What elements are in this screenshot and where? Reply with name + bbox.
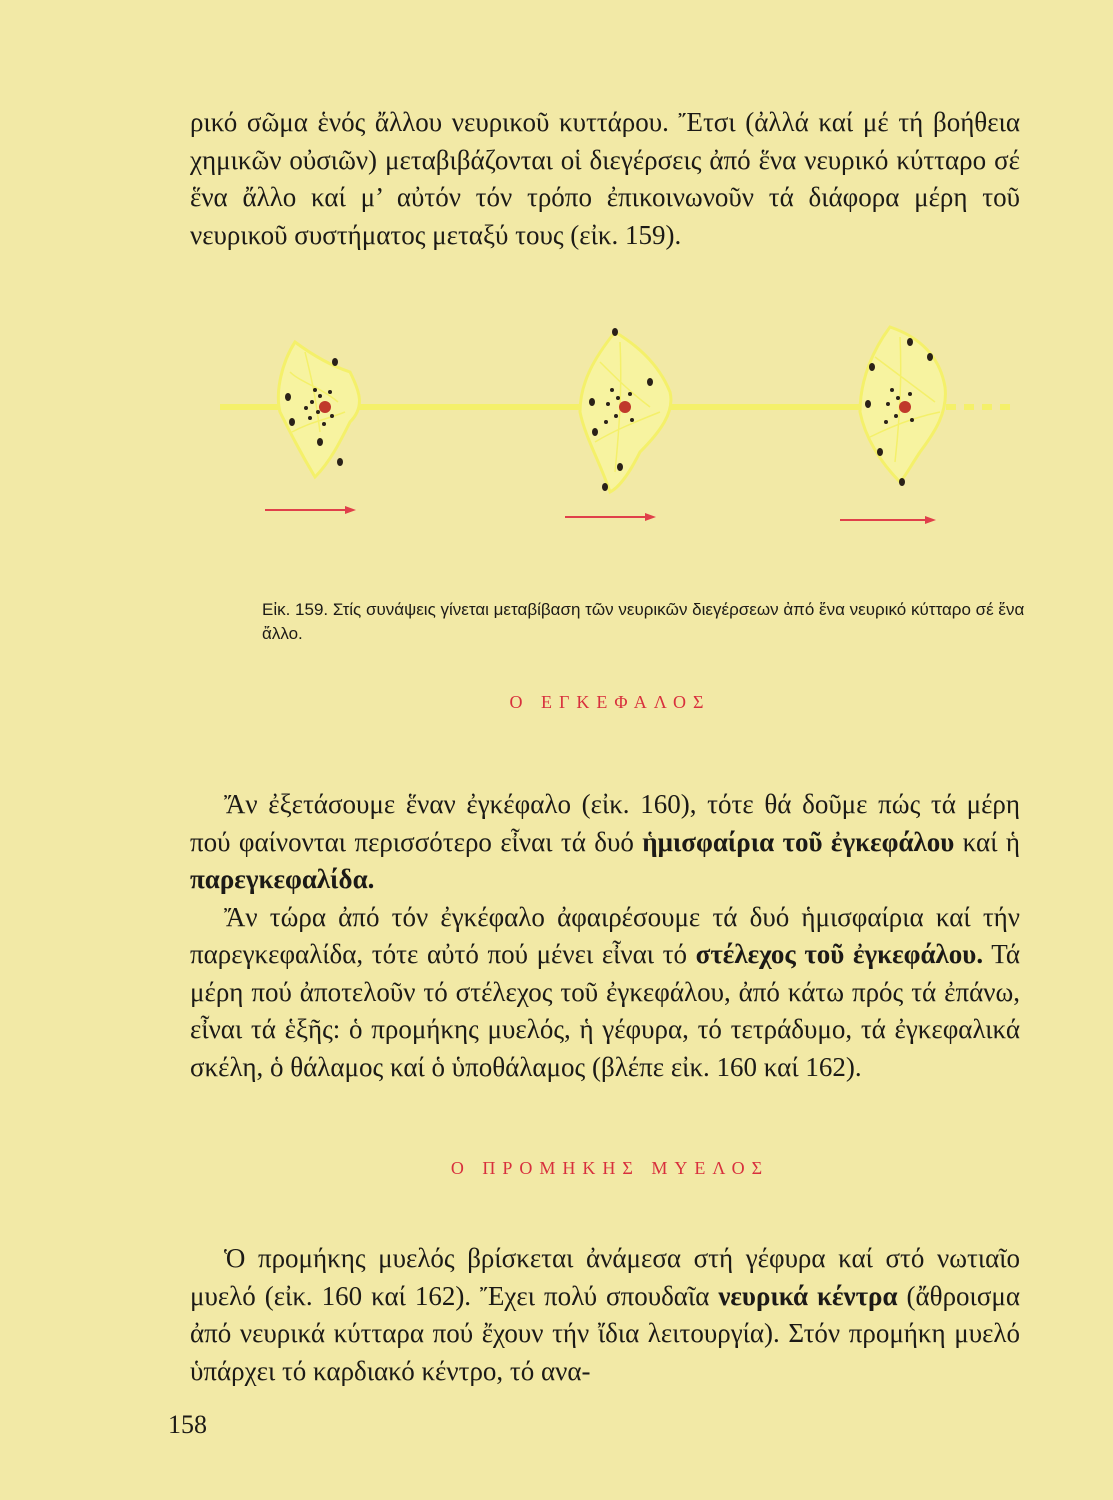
paragraph-brain-part-b: Ἄν τώρα ἀπό τόν ἐγκέφαλο ἀφαιρέσουμε τά δυό ἡμισφαίρια καί τήν παρεγκεφαλίδα, τότε αὐτό πού μένει εἶναι τό στέλεχος τοῦ ἐγκεφάλου. Τά μέρη πού ἀποτελοῦν τό στέλεχος τοῦ ἐγκεφάλου, ἀπό κάτω πρός τά ἐπάνω, εἶναι τά ἑξῆς: ὁ προμήκης μυελός, ἡ γέφυρα, τό τετράδυμο, τά ἐγκεφαλικά σκέλη, ὁ θάλαμος καί ὁ ὑποθάλαμος (βλέπε εἰκ. 160 καί 162). <box>190 901 1020 1082</box>
arrow-3-head <box>925 516 936 524</box>
arrow-1-head <box>345 506 356 514</box>
figure-caption: Εἰκ. 159. Στίς συνάψεις γίνεται μεταβίβαση τῶν νευρικῶν διεγέρσεων ἀπό ἕνα νευρικό κύτταρο σέ ἕνα ἄλλο. <box>262 600 1025 643</box>
neuron-cell-1 <box>278 342 359 477</box>
paragraph-medulla: Ὁ προμήκης μυελός βρίσκεται ἀνάμεσα στή γέφυρα καί στό νωτιαῖο μυελό (εἰκ. 160 καί 162). Ἔχει πολύ σπουδαῖα νευρικά κέντρα (ἄθροισμα ἀπό νευρικά κύτταρα πού ἔχουν τήν ἴδια λειτουργία). Στόν προμήκη μυελό ὑπάρχει τό καρδιακό κέντρο, τό ανα- <box>190 1243 1021 1386</box>
arrow-2-head <box>645 513 656 521</box>
term-cerebellum: παρεγκεφαλίδα. <box>190 864 375 894</box>
term-hemispheres: ἡμισφαίρια τοῦ ἐγκεφάλου <box>642 826 955 857</box>
section-heading-medulla: Ο ΠΡΟΜΗΚΗΣ ΜΥΕΛΟΣ <box>450 1158 770 1178</box>
neuron-cell-2 <box>580 328 671 492</box>
paragraph-brain-part-a: Ἄν ἐξετάσουμε ἕναν ἐγκέφαλο (εἰκ. 160), τότε θά δοῦμε πώς τά μέρη πού φαίνονται περισσότερο εἶναι τά δυό ἡμισφαίρια τοῦ ἐγκεφάλου καί ἡ παρεγκεφαλίδα. <box>190 789 1020 894</box>
paragraph-brain <box>190 786 1020 1086</box>
term-brainstem: στέλεχος τοῦ ἐγκεφάλου. <box>695 939 984 969</box>
paragraph-synapse: ρικό σῶμα ἑνός ἄλλου νευρικοῦ κυττάρου. Ἔτσι (ἀλλά καί μέ τή βοήθεια χημικῶν οὐσιῶν) μεταβιβάζονται οἱ διεγέρσεις ἀπό ἕνα νευρικό κύτταρο σέ ἕνα ἄλλο καί μ’ αὐτόν τόν τρόπο ἐπικοινωνοῦν τά διάφορα μέρη τοῦ νευρικοῦ συστήματος μεταξύ τους (εἰκ. 159). <box>190 107 1020 250</box>
neuron-chain-figure <box>220 312 1020 542</box>
term-nerve-centers: νευρικά κέντρα <box>718 1280 898 1311</box>
page-number: 158 <box>168 1410 207 1439</box>
direction-arrows <box>265 506 936 524</box>
section-heading-brain: Ο ΕΓΚΕΦΑΛΟΣ <box>509 692 711 712</box>
neuron-cell-3 <box>860 327 945 486</box>
